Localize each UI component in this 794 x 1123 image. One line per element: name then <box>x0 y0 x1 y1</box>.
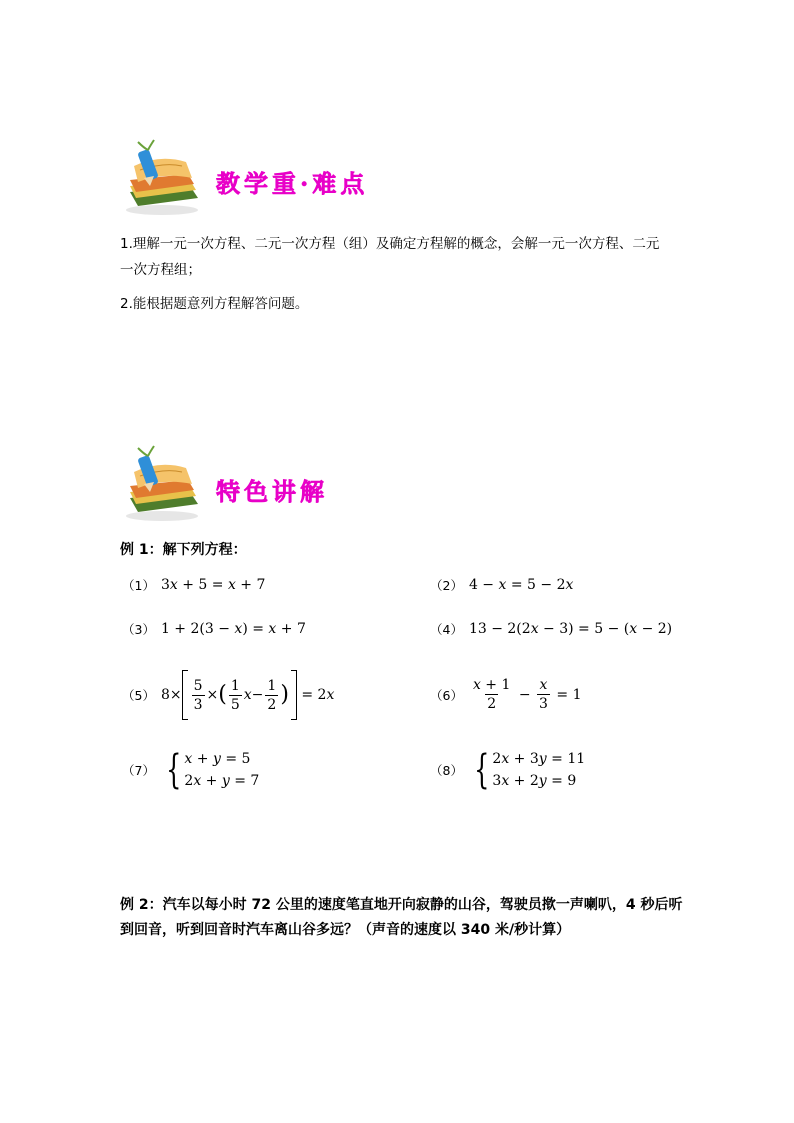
equation-6 <box>430 676 582 713</box>
equation-number: （1） <box>122 578 155 593</box>
example-1-label: 例 1：解下列方程： <box>120 542 247 558</box>
section-title-featured: 特色讲解 <box>216 477 328 506</box>
section-title-key-points: 教学重·难点 <box>216 169 369 198</box>
equation-body: 8× $\frac{5}{3}$ × ( $\frac{1}{5}$ x − $\frac{1}{2}$ ) = 2 x <box>161 670 334 720</box>
equation-system: { 2x + 3y = 11 3x + 2y = 9 <box>474 747 586 793</box>
equation-body: 3x + 5 = x + 7 <box>160 577 266 593</box>
example-2-line-1: 例 2：汽车以每小时 72 公里的速度笔直地开向寂静的山谷，驾驶员揿一声喇叭，4 秒后听 <box>120 897 683 913</box>
equation-4 <box>430 620 672 638</box>
equation-body: $\frac{x + 1}{2}$ − $\frac{x}{3}$ = 1 <box>472 677 582 712</box>
system-line-1: x + y = 5 <box>184 751 251 767</box>
equation-number: （5） <box>122 688 155 703</box>
equation-number: （6） <box>430 687 463 703</box>
key-point-1-line-2: 一次方程组； <box>120 262 201 278</box>
equation-number: （4） <box>430 622 463 637</box>
equation-body: 4 − x = 5 − 2x <box>468 577 574 593</box>
equation-2 <box>430 576 573 594</box>
equation-number: （7） <box>122 763 155 778</box>
equation-7 <box>122 748 259 792</box>
key-point-1-line-1: 1.理解一元一次方程、二元一次方程（组）及确定方程解的概念，会解一元一次方程、二元 <box>120 236 660 252</box>
equation-body: 1 + 2(3 − x) = x + 7 <box>160 621 306 637</box>
equation-number: （8） <box>430 763 463 778</box>
book-stack-pencil-icon <box>120 136 204 216</box>
equation-1 <box>122 576 265 594</box>
equation-3 <box>122 620 306 638</box>
equation-number: （3） <box>122 622 155 637</box>
system-line-2: 2x + y = 7 <box>184 773 260 789</box>
equation-5 <box>122 670 334 720</box>
equation-system: { x + y = 5 2x + y = 7 <box>166 747 260 793</box>
example-2-line-2: 到回音，听到回音时汽车离山谷多远？（声音的速度以 340 米/秒计算） <box>120 922 571 938</box>
equation-body: 13 − 2(2x − 3) = 5 − (x − 2) <box>468 621 673 637</box>
system-line-2: 3x + 2y = 9 <box>492 773 577 789</box>
equation-number: （2） <box>430 578 463 593</box>
book-stack-pencil-icon <box>120 442 204 522</box>
equation-8 <box>430 748 585 792</box>
key-point-2: 2.能根据题意列方程解答问题。 <box>120 296 309 312</box>
system-line-1: 2x + 3y = 11 <box>492 751 586 767</box>
